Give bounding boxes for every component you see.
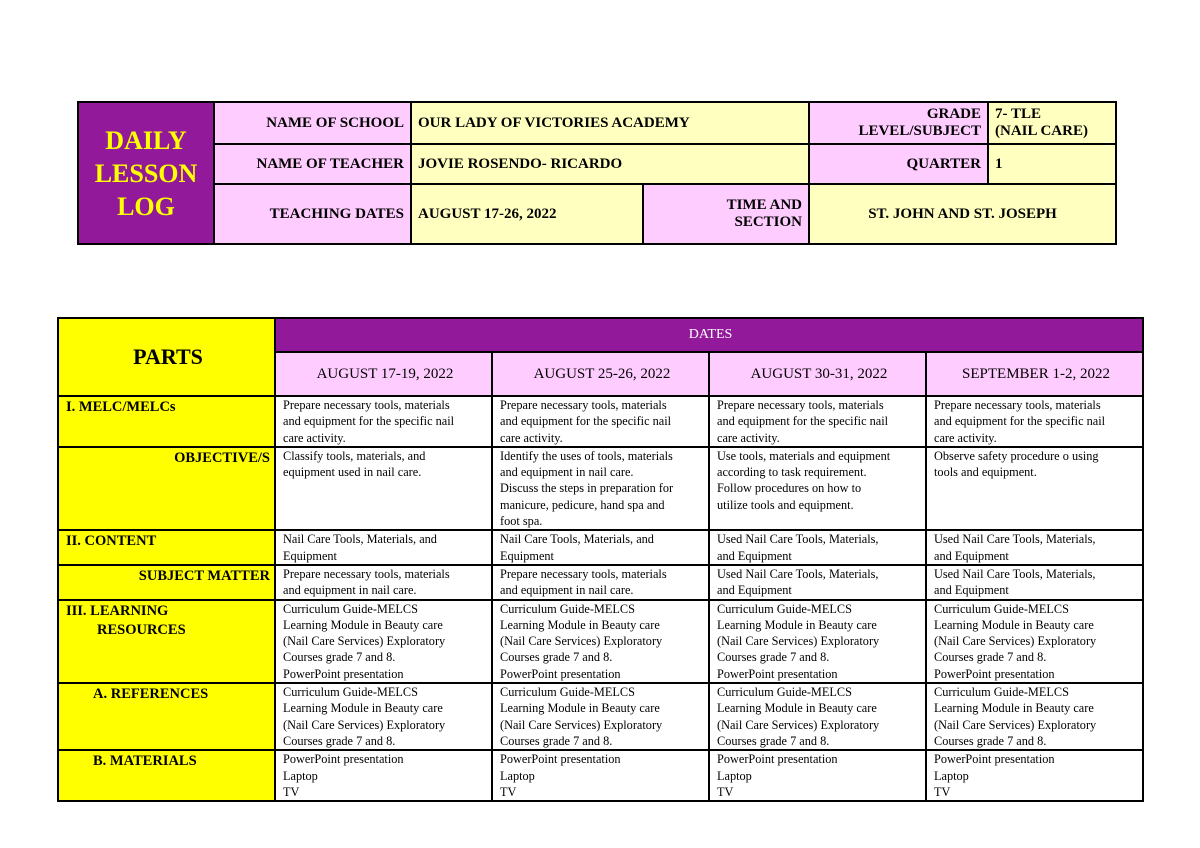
part-label-melc: I. MELC/MELCs bbox=[58, 396, 275, 447]
references-cell-4: Curriculum Guide-MELCS Learning Module in Beauty care (Nail Care Services) Exploratory Courses grade 7 and 8. bbox=[926, 683, 1143, 750]
lesson-table bbox=[57, 317, 1144, 802]
date-column-3: AUGUST 30-31, 2022 bbox=[709, 352, 926, 396]
melc-cell-4: Prepare necessary tools, materials and equipment for the specific nail care activity. bbox=[926, 396, 1143, 447]
teacher-value: JOVIE ROSENDO- RICARDO bbox=[411, 144, 809, 184]
date-column-2: AUGUST 25-26, 2022 bbox=[492, 352, 709, 396]
content-cell-3: Used Nail Care Tools, Materials, and Equipment bbox=[709, 530, 926, 565]
subject-matter-cell-3: Used Nail Care Tools, Materials, and Equipment bbox=[709, 565, 926, 600]
table-row-subject-matter bbox=[58, 565, 1143, 600]
grade-value: 7- TLE (NAIL CARE) bbox=[988, 102, 1116, 144]
table-row-learning-resources bbox=[58, 600, 1143, 683]
header-table bbox=[77, 101, 1117, 245]
parts-header: PARTS bbox=[58, 318, 275, 396]
quarter-value: 1 bbox=[988, 144, 1116, 184]
part-label-references: A. REFERENCES bbox=[58, 683, 275, 750]
references-cell-3: Curriculum Guide-MELCS Learning Module in Beauty care (Nail Care Services) Exploratory Courses grade 7 and 8. bbox=[709, 683, 926, 750]
part-label-subject-matter: SUBJECT MATTER bbox=[58, 565, 275, 600]
quarter-label: QUARTER bbox=[809, 144, 988, 184]
table-row-materials bbox=[58, 750, 1143, 801]
melc-cell-2: Prepare necessary tools, materials and equipment for the specific nail care activity. bbox=[492, 396, 709, 447]
content-cell-1: Nail Care Tools, Materials, and Equipment bbox=[275, 530, 492, 565]
grade-label: GRADE LEVEL/SUBJECT bbox=[809, 102, 988, 144]
part-label-objectives: OBJECTIVE/S bbox=[58, 447, 275, 530]
date-column-4: SEPTEMBER 1-2, 2022 bbox=[926, 352, 1143, 396]
melc-cell-3: Prepare necessary tools, materials and equipment for the specific nail care activity. bbox=[709, 396, 926, 447]
time-section-label: TIME AND SECTION bbox=[643, 184, 809, 244]
school-label: NAME OF SCHOOL bbox=[214, 102, 411, 144]
part-label-materials: B. MATERIALS bbox=[58, 750, 275, 801]
learning-resources-cell-2: Curriculum Guide-MELCS Learning Module in Beauty care (Nail Care Services) Exploratory Courses grade 7 and 8. PowerPoint presentation bbox=[492, 600, 709, 683]
table-row-melc bbox=[58, 396, 1143, 447]
time-section-value: ST. JOHN AND ST. JOSEPH bbox=[809, 184, 1116, 244]
subject-matter-cell-4: Used Nail Care Tools, Materials, and Equipment bbox=[926, 565, 1143, 600]
objectives-cell-4: Observe safety procedure o using tools and equipment. bbox=[926, 447, 1143, 530]
references-cell-2: Curriculum Guide-MELCS Learning Module in Beauty care (Nail Care Services) Exploratory Courses grade 7 and 8. bbox=[492, 683, 709, 750]
materials-cell-2: PowerPoint presentation Laptop TV bbox=[492, 750, 709, 801]
objectives-cell-1: Classify tools, materials, and equipment used in nail care. bbox=[275, 447, 492, 530]
subject-matter-cell-2: Prepare necessary tools, materials and equipment in nail care. bbox=[492, 565, 709, 600]
part-label-learning-resources: III. LEARNING RESOURCES bbox=[58, 600, 275, 683]
teacher-label: NAME OF TEACHER bbox=[214, 144, 411, 184]
date-column-1: AUGUST 17-19, 2022 bbox=[275, 352, 492, 396]
references-cell-1: Curriculum Guide-MELCS Learning Module in Beauty care (Nail Care Services) Exploratory Courses grade 7 and 8. bbox=[275, 683, 492, 750]
materials-cell-3: PowerPoint presentation Laptop TV bbox=[709, 750, 926, 801]
teaching-dates-value: AUGUST 17-26, 2022 bbox=[411, 184, 643, 244]
teaching-dates-label: TEACHING DATES bbox=[214, 184, 411, 244]
objectives-cell-2: Identify the uses of tools, materials and equipment in nail care. Discuss the steps in preparation for manicure, pedicure, hand spa and foot spa. bbox=[492, 447, 709, 530]
content-cell-2: Nail Care Tools, Materials, and Equipment bbox=[492, 530, 709, 565]
daily-lesson-log-title: DAILY LESSON LOG bbox=[78, 102, 214, 244]
table-row-objectives bbox=[58, 447, 1143, 530]
lesson-rows bbox=[58, 396, 1143, 801]
objectives-cell-3: Use tools, materials and equipment according to task requirement. Follow procedures on how to utilize tools and equipment. bbox=[709, 447, 926, 530]
table-row-content bbox=[58, 530, 1143, 565]
school-value: OUR LADY OF VICTORIES ACADEMY bbox=[411, 102, 809, 144]
melc-cell-1: Prepare necessary tools, materials and equipment for the specific nail care activity. bbox=[275, 396, 492, 447]
content-cell-4: Used Nail Care Tools, Materials, and Equipment bbox=[926, 530, 1143, 565]
subject-matter-cell-1: Prepare necessary tools, materials and equipment in nail care. bbox=[275, 565, 492, 600]
learning-resources-cell-1: Curriculum Guide-MELCS Learning Module in Beauty care (Nail Care Services) Exploratory Courses grade 7 and 8. PowerPoint presentation bbox=[275, 600, 492, 683]
learning-resources-cell-3: Curriculum Guide-MELCS Learning Module in Beauty care (Nail Care Services) Exploratory Courses grade 7 and 8. PowerPoint presentation bbox=[709, 600, 926, 683]
learning-resources-cell-4: Curriculum Guide-MELCS Learning Module in Beauty care (Nail Care Services) Exploratory Courses grade 7 and 8. PowerPoint presentation bbox=[926, 600, 1143, 683]
part-label-content: II. CONTENT bbox=[58, 530, 275, 565]
materials-cell-4: PowerPoint presentation Laptop TV bbox=[926, 750, 1143, 801]
materials-cell-1: PowerPoint presentation Laptop TV bbox=[275, 750, 492, 801]
table-row-references bbox=[58, 683, 1143, 750]
dates-header: DATES bbox=[275, 318, 1143, 352]
